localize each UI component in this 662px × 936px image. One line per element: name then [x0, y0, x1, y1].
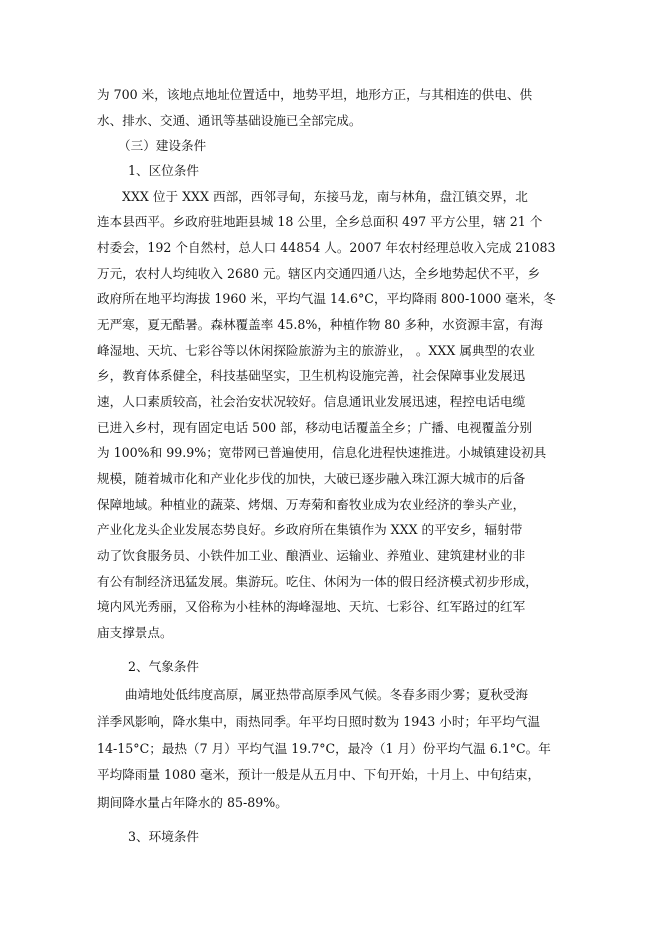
paragraph-line: 为 100%和 99.9%；宽带网已普遍使用，信息化进程快速推进。小城镇建设初具: [97, 445, 547, 460]
paragraph-line: 庙支撑景点。: [97, 625, 173, 640]
paragraph-line: 为 700 米，该地点地址位置适中，地势平坦，地形方正，与其相连的供电、供: [97, 87, 533, 102]
paragraph-line: 村委会，192 个自然村，总人口 44854 人。2007 年农村经理总收入完成 21083: [97, 240, 556, 255]
paragraph-line: 万元，农村人均纯收入 2680 元。辖区内交通四通八达，全乡地势起伏不平，乡: [97, 266, 541, 281]
paragraph-line: 有公有制经济迅猛发展。集游玩。吃住、休闲为一体的假日经济模式初步形成，: [97, 574, 538, 589]
paragraph-line: 连本县西平。乡政府驻地距县城 18 公里，全乡总面积 497 平方公里，辖 21 个: [97, 214, 543, 229]
paragraph-line: 境内风光秀丽，又俗称为小桂林的海峰湿地、天坑、七彩谷、红军路过的红军: [97, 599, 526, 614]
paragraph-line: 速，人口素质较高，社会治安状况较好。信息通讯业发展迅速，程控电话电缆: [97, 394, 526, 409]
paragraph-line: 动了饮食服务员、小铁件加工业、酿酒业、运输业、养殖业、建筑建材业的非: [97, 548, 526, 563]
paragraph-line: 期间降水量占年降水的 85-89%。: [97, 795, 288, 810]
paragraph-line: 平均降雨量 1080 毫米，预计一般是从五月中、下旬开始，十月上、中旬结束，: [97, 767, 541, 782]
paragraph-line: 保障地域。种植业的蔬菜、烤烟、万寿菊和畜牧业成为农业经济的拳头产业，: [97, 497, 526, 512]
subsection-title: 1、区位条件: [128, 163, 199, 178]
section-heading: （三）建设条件: [118, 138, 207, 153]
subsection-title: 3、环境条件: [128, 829, 199, 844]
paragraph-line: 乡，教育体系健全，科技基础坚实，卫生机构设施完善，社会保障事业发展迅: [97, 368, 526, 383]
paragraph-line: XXX 位于 XXX 西部，西邻寻甸，东接马龙，南与林角，盘江镇交界，北: [122, 189, 528, 204]
paragraph-line: 水、排水、交通、通讯等基础设施已全部完成。: [97, 113, 362, 128]
paragraph-line: 规模，随着城市化和产业化步伐的加快，大破已逐步融入珠江源大城市的后备: [97, 471, 526, 486]
paragraph-line: 曲靖地处低纬度高原，属亚热带高原季风气候。冬春多雨少雾；夏秋受海: [125, 687, 528, 702]
subsection-title: 2、气象条件: [128, 659, 199, 674]
paragraph-line: 无严寒，夏无酷暑。森林覆盖率 45.8%，种植作物 80 多种，水资源丰富，有海: [97, 317, 543, 332]
paragraph-line: 14-15°C；最热（7 月）平均气温 19.7°C，最冷（1 月）份平均气温 6.1°C。年: [97, 741, 551, 756]
paragraph-line: 峰湿地、天坑、七彩谷等以休闲探险旅游为主的旅游业， 。XXX 属典型的农业: [97, 343, 535, 358]
paragraph-line: 洋季风影响，降水集中，雨热同季。年平均日照时数为 1943 小时；年平均气温: [97, 714, 541, 729]
paragraph-line: 产业化龙头企业发展态势良好。乡政府所在集镇作为 XXX 的平安乡，辐射带: [97, 522, 523, 537]
paragraph-line: 已进入乡村，现有固定电话 500 部，移动电话覆盖全乡；广播、电视覆盖分别: [97, 420, 533, 435]
paragraph-line: 政府所在地平均海拔 1960 米，平均气温 14.6°C，平均降雨 800-1000 毫米，冬: [97, 291, 556, 306]
